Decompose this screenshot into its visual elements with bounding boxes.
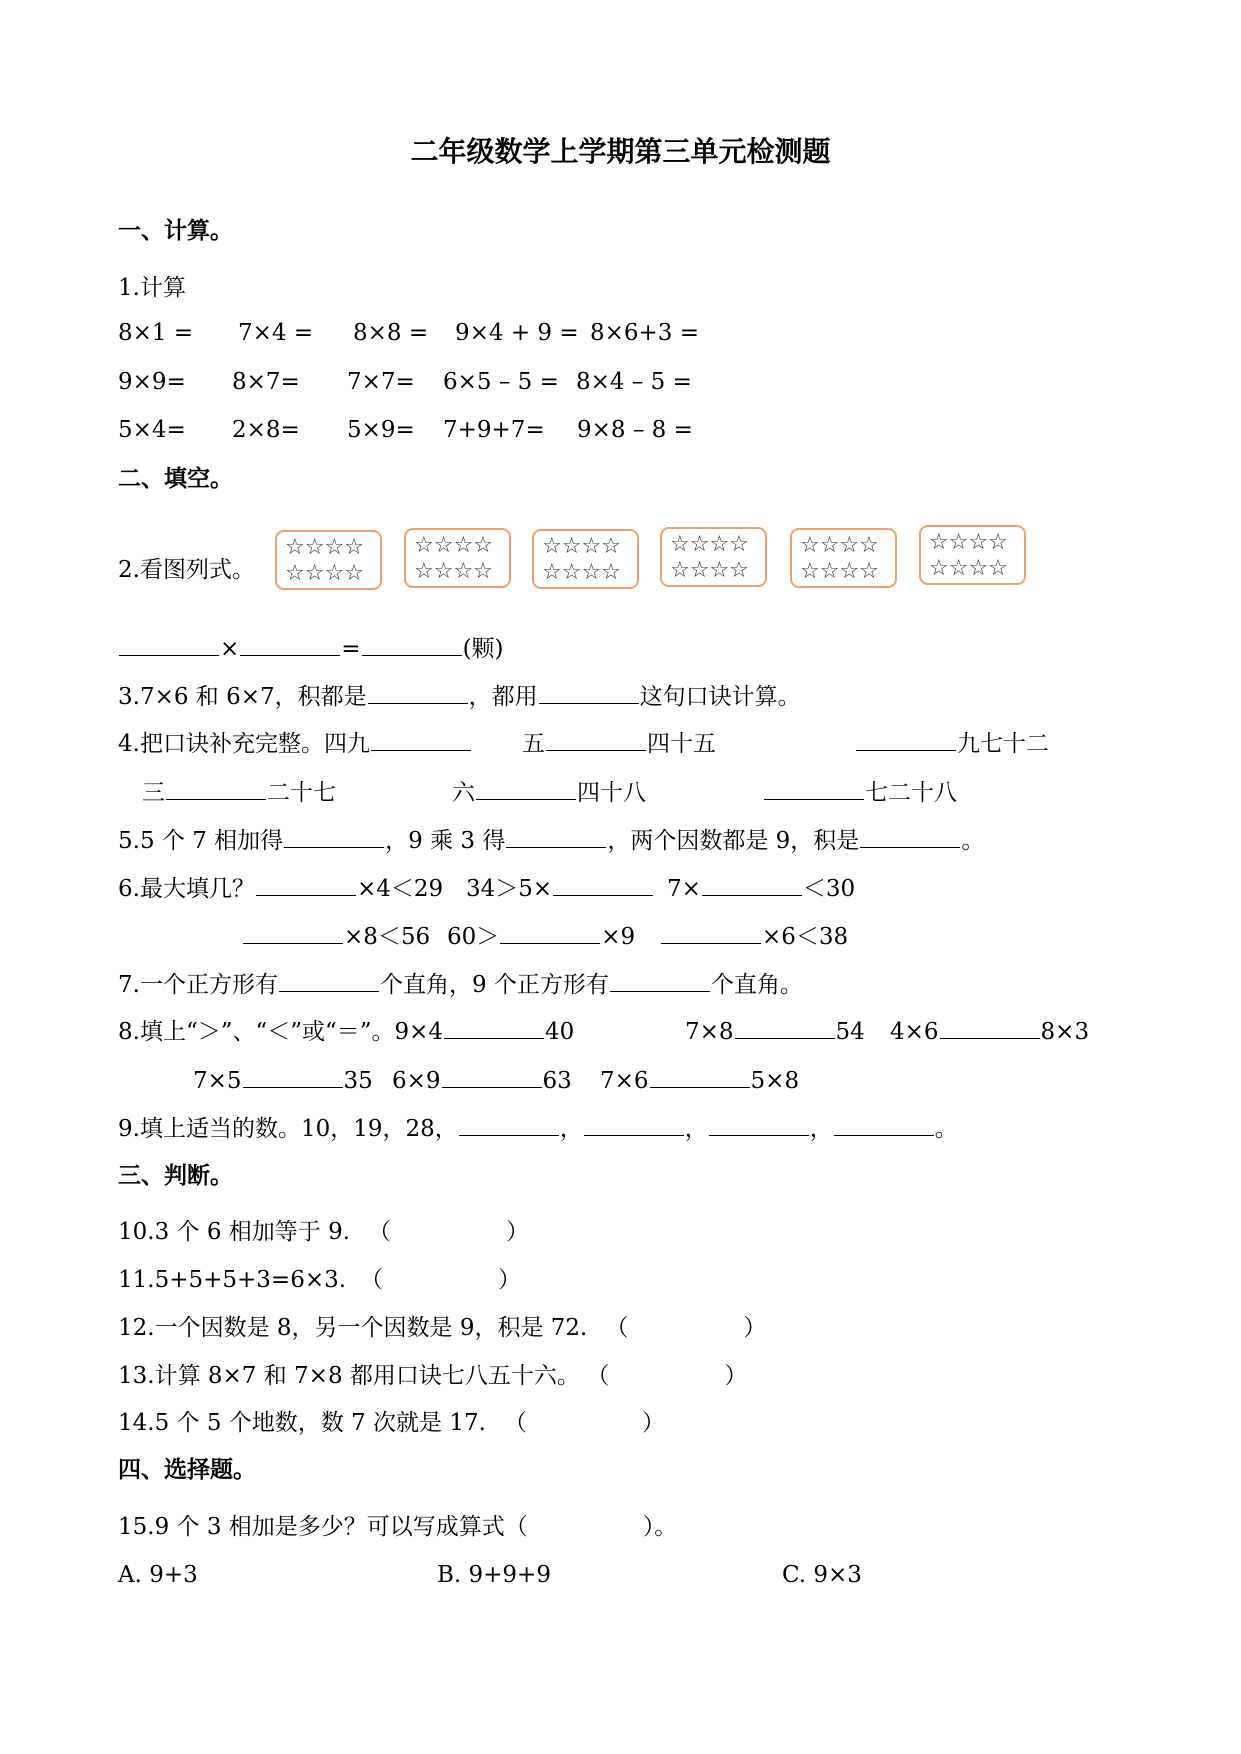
- answer-blank[interactable]: [444, 1018, 544, 1039]
- calc-item: 8×8 =: [353, 320, 429, 346]
- calc-item: 6×5 – 5 =: [443, 369, 559, 395]
- star-outline-icon: ☆☆☆☆: [414, 559, 493, 584]
- q4-item: 三 二十七: [142, 780, 336, 806]
- q4-item: 九七十二: [855, 729, 1049, 759]
- q8-item: 6×9 63: [392, 1068, 572, 1094]
- q1-label: 1.计算: [118, 275, 186, 301]
- answer-blank[interactable]: [546, 730, 646, 751]
- answer-blank[interactable]: [709, 1115, 809, 1136]
- answer-blank[interactable]: [856, 730, 956, 751]
- q8-item: 7×6 5×8: [600, 1068, 800, 1094]
- answer-blank[interactable]: [279, 971, 379, 992]
- calc-item: 7×7=: [347, 369, 415, 395]
- star-box: [919, 525, 1026, 585]
- answer-blank[interactable]: [735, 1018, 835, 1039]
- answer-blank[interactable]: [119, 635, 219, 656]
- q9: 9.填上适当的数。10，19，28， ， ， ， 。: [118, 1116, 958, 1142]
- star-outline-icon: ☆☆☆☆: [929, 530, 1008, 555]
- page-title: 二年级数学上学期第三单元检测题: [410, 135, 831, 168]
- calc-item: 7+9+7=: [443, 417, 545, 443]
- calc-item: 7×4 =: [238, 320, 314, 346]
- q4-item: 六 四十八: [452, 780, 646, 806]
- star-box: [532, 529, 639, 589]
- calc-item: 8×1 =: [118, 320, 194, 346]
- q6-item: ×6＜38: [660, 922, 848, 952]
- q6-item: 34＞5×: [466, 874, 654, 904]
- star-outline-icon: ☆☆☆☆: [542, 534, 621, 559]
- q6-item: 60＞ ×9: [447, 924, 636, 950]
- answer-blank[interactable]: [610, 971, 710, 992]
- answer-blank[interactable]: [539, 683, 639, 704]
- answer-blank[interactable]: [506, 827, 606, 848]
- star-outline-icon: ☆☆☆☆: [670, 532, 749, 557]
- star-outline-icon: ☆☆☆☆: [414, 533, 493, 558]
- q4-item: 五 四十五: [522, 731, 716, 757]
- star-box: [660, 527, 767, 587]
- answer-blank[interactable]: [243, 1067, 343, 1088]
- q5: 5.5 个 7 相加得 ，9 乘 3 得 ，两个因数都是 9，积是 。: [118, 828, 985, 854]
- calc-item: 8×6+3 =: [590, 320, 700, 346]
- q13: 13.计算 8×7 和 7×8 都用口诀七八五十六。 （ ）: [118, 1363, 748, 1389]
- star-box: [404, 528, 511, 588]
- times-sign: ×: [220, 636, 240, 662]
- calc-item: 9×8 – 8 =: [577, 417, 693, 443]
- star-box: [790, 528, 897, 588]
- q8-item: 4×6 8×3: [890, 1019, 1090, 1045]
- answer-paren[interactable]: （ ）: [605, 1315, 767, 1341]
- answer-blank[interactable]: [368, 683, 468, 704]
- calc-item: 9×4 + 9 =: [455, 320, 579, 346]
- section-heading-judge: 三、判断。: [118, 1162, 233, 1189]
- star-box: [275, 530, 382, 590]
- answer-blank[interactable]: [584, 1115, 684, 1136]
- answer-paren[interactable]: （ ）: [368, 1219, 530, 1245]
- section-heading-choice: 四、选择题。: [118, 1456, 256, 1483]
- answer-paren[interactable]: （ ）: [360, 1267, 522, 1293]
- q12: 12.一个因数是 8，另一个因数是 9，积是 72. （ ）: [118, 1315, 767, 1341]
- answer-blank[interactable]: [500, 923, 600, 944]
- calc-item: 8×7=: [232, 369, 300, 395]
- star-outline-icon: ☆☆☆☆: [285, 535, 364, 560]
- answer-blank[interactable]: [661, 923, 761, 944]
- answer-blank[interactable]: [243, 923, 343, 944]
- q3: 3.7×6 和 6×7，积都是 ，都用 这句口诀计算。: [118, 684, 801, 710]
- q7: 7.一个正方形有 个直角，9 个正方形有 个直角。: [118, 972, 803, 998]
- star-outline-icon: ☆☆☆☆: [800, 559, 879, 584]
- answer-blank[interactable]: [166, 779, 266, 800]
- answer-paren[interactable]: （ ）: [503, 1410, 665, 1436]
- q14: 14.5 个 5 个地数，数 7 次就是 17. （ ）: [118, 1410, 665, 1436]
- q8-item: 7×5 35: [193, 1068, 373, 1094]
- q10: 10.3 个 6 相加等于 9. （ ）: [118, 1219, 530, 1245]
- calc-item: 2×8=: [232, 417, 300, 443]
- q6-line1: 6.最大填几？ ×4＜29: [118, 876, 444, 902]
- q6-item: 7× ＜30: [667, 876, 856, 902]
- answer-blank[interactable]: [442, 1067, 542, 1088]
- q2-label: 2.看图列式。: [118, 557, 255, 583]
- star-outline-icon: ☆☆☆☆: [542, 560, 621, 585]
- choice-option-a[interactable]: A. 9+3: [118, 1562, 198, 1588]
- calc-item: 8×4 – 5 =: [576, 369, 692, 395]
- calc-item: 5×9=: [347, 417, 415, 443]
- answer-blank[interactable]: [764, 779, 864, 800]
- answer-blank[interactable]: [362, 635, 462, 656]
- unit-label: (颗): [462, 636, 504, 662]
- star-outline-icon: ☆☆☆☆: [800, 533, 879, 558]
- answer-blank[interactable]: [284, 827, 384, 848]
- answer-blank[interactable]: [860, 827, 960, 848]
- q8-item: 7×8 54: [685, 1019, 865, 1045]
- answer-blank[interactable]: [256, 875, 356, 896]
- q6-item: ×8＜56: [242, 922, 430, 952]
- q8-line1: 8.填上“＞”、“＜”或“＝”。9×4 40: [118, 1019, 575, 1045]
- answer-blank[interactable]: [240, 635, 340, 656]
- star-outline-icon: ☆☆☆☆: [285, 561, 364, 586]
- answer-blank[interactable]: [834, 1115, 934, 1136]
- calc-item: 9×9=: [118, 369, 186, 395]
- q2-formula: [118, 634, 504, 664]
- section-heading-fill: 二、填空。: [118, 465, 233, 492]
- answer-blank[interactable]: [702, 875, 802, 896]
- q15: 15.9 个 3 相加是多少？可以写成算式（ ）。: [118, 1514, 678, 1540]
- star-outline-icon: ☆☆☆☆: [670, 558, 749, 583]
- q4-item: 七二十八: [763, 778, 957, 808]
- calc-item: 5×4=: [118, 417, 186, 443]
- answer-blank[interactable]: [476, 779, 576, 800]
- answer-blank[interactable]: [459, 1115, 559, 1136]
- choice-option-c[interactable]: C. 9×3: [782, 1562, 862, 1588]
- answer-paren[interactable]: （ ）: [597, 1363, 748, 1389]
- answer-blank[interactable]: [940, 1018, 1040, 1039]
- answer-blank[interactable]: [371, 730, 471, 751]
- answer-blank[interactable]: [650, 1067, 750, 1088]
- q11: 11.5+5+5+3=6×3. （ ）: [118, 1267, 522, 1293]
- section-heading-calc: 一、计算。: [118, 217, 233, 244]
- answer-blank[interactable]: [553, 875, 653, 896]
- q4-line1: 4.把口诀补充完整。四九: [118, 729, 472, 759]
- equals-sign: =: [341, 636, 361, 662]
- star-outline-icon: ☆☆☆☆: [929, 556, 1008, 581]
- choice-option-b[interactable]: B. 9+9+9: [437, 1562, 551, 1588]
